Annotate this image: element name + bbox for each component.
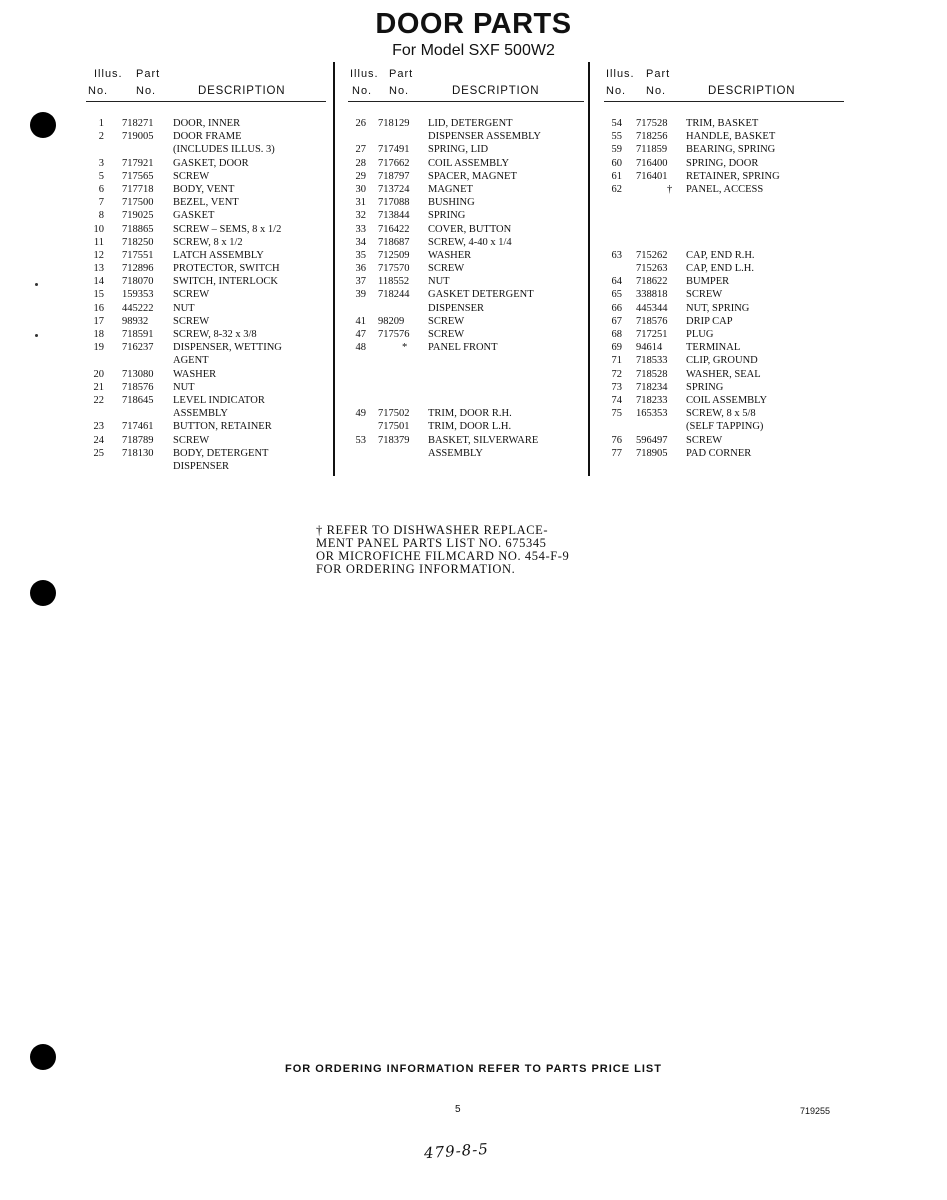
table-row: 55 718256 HANDLE, BASKET (611, 131, 776, 143)
table-row: 35 712509 WASHER (355, 249, 472, 261)
table-row: 73 718234 SPRING (611, 381, 724, 393)
part-label: Part (136, 68, 161, 80)
table-row: 715263 CAP, END L.H. (636, 263, 754, 275)
table-row: 31 717088 BUSHING (355, 197, 475, 209)
table-row: 75 165353 SCREW, 8 x 5/8 (611, 408, 756, 420)
table-row (348, 381, 584, 394)
page-title: DOOR PARTS (375, 8, 572, 40)
table-row: 6 717718 BODY, VENT (98, 183, 235, 195)
illus-no-label: No. (88, 85, 109, 97)
table-row: DISPENSER ASSEMBLY (428, 131, 542, 143)
table-row: 72 718528 WASHER, SEAL (611, 368, 761, 380)
handwritten-note: 479-8-5 (423, 1139, 490, 1163)
table-row: DISPENSER (173, 460, 230, 472)
description-header: DESCRIPTION (198, 85, 286, 97)
table-row: 8 719025 GASKET (98, 210, 215, 222)
table-row: 22 718645 LEVEL INDICATOR (93, 394, 265, 406)
table-row: 16 445222 NUT (93, 302, 195, 314)
table-row: 28 717662 COIL ASSEMBLY (355, 157, 510, 169)
column-header (348, 64, 584, 104)
part-no-label: No. (136, 85, 157, 97)
table-row: 34 718687 SCREW, 4-40 x 1/4 (355, 236, 512, 248)
table-row: 37 118552 NUT (355, 276, 450, 288)
table-row: 59 711859 BEARING, SPRING (611, 144, 776, 156)
table-row (604, 223, 844, 236)
table-row: 7 717500 BEZEL, VENT (98, 197, 239, 209)
table-row (604, 209, 844, 222)
table-row: 15 159353 SCREW (93, 289, 210, 301)
table-row: 36 717570 SCREW (355, 263, 465, 275)
table-row: 10 718865 SCREW – SEMS, 8 x 1/2 (93, 223, 282, 235)
table-row: 19 716237 DISPENSER, WETTING (93, 342, 282, 354)
table-row: ASSEMBLY (428, 447, 483, 459)
table-row (604, 236, 844, 249)
description-header: DESCRIPTION (708, 85, 796, 97)
table-row: 2 719005 DOOR FRAME (98, 131, 242, 143)
table-row: 48 * PANEL FRONT (355, 342, 498, 354)
table-row: 71 718533 CLIP, GROUND (611, 355, 758, 367)
illus-label: Illus. (606, 68, 635, 80)
table-row: 53 718379 BASKET, SILVERWARE (355, 434, 539, 446)
part-no-label: No. (646, 85, 667, 97)
table-row: 47 717576 SCREW (355, 329, 465, 340)
table-row: 32 713844 SPRING (355, 210, 466, 222)
table-row: 13 712896 PROTECTOR, SWITCH (93, 263, 280, 275)
table-row: (INCLUDES ILLUS. 3) (173, 144, 275, 156)
table-row: 41 98209 SCREW (355, 315, 465, 327)
table-row: 21 718576 NUT (93, 381, 195, 393)
page-subtitle: For Model SXF 500W2 (392, 42, 555, 59)
panel-footnote: † REFER TO DISHWASHER REPLACE- MENT PANEL PARTS LIST NO. 675345 OR MICROFICHE FILMCARD NO. 454-F-9 FOR ORDERING INFORMATION. (316, 523, 570, 576)
table-row: ASSEMBLY (173, 408, 228, 420)
page-number: 5 (455, 1104, 461, 1115)
header-rule (604, 101, 844, 102)
description-header: DESCRIPTION (452, 85, 540, 97)
table-row: 33 716422 COVER, BUTTON (355, 223, 512, 235)
part-label: Part (389, 68, 414, 80)
table-row (348, 354, 584, 367)
binder-hole-top (30, 112, 56, 138)
table-row: 64 718622 BUMPER (611, 276, 730, 288)
parts-list (348, 117, 584, 460)
parts-column-1 (86, 64, 326, 472)
table-row: 3 717921 GASKET, DOOR (98, 157, 249, 169)
table-row: 11 718250 SCREW, 8 x 1/2 (93, 236, 243, 248)
ordering-information-footer: FOR ORDERING INFORMATION REFER TO PARTS PRICE LIST (285, 1063, 662, 1075)
table-row: 17 98932 SCREW (93, 315, 210, 327)
table-row: 12 717551 LATCH ASSEMBLY (93, 249, 264, 261)
illus-label: Illus. (350, 68, 379, 80)
table-row: 20 713080 WASHER (93, 368, 217, 380)
scan-speck (35, 283, 38, 286)
illus-no-label: No. (606, 85, 627, 97)
table-row: 14 718070 SWITCH, INTERLOCK (93, 276, 278, 288)
table-row: 39 718244 GASKET DETERGENT (355, 289, 534, 301)
column-header (604, 64, 844, 104)
header-rule (86, 101, 326, 102)
table-row: DISPENSER (428, 302, 485, 314)
table-row: 1 718271 DOOR, INNER (98, 118, 241, 129)
table-row: 66 445344 NUT, SPRING (611, 302, 750, 314)
table-row: 24 718789 SCREW (93, 434, 210, 446)
parts-list (604, 117, 844, 460)
table-row: 62 † PANEL, ACCESS (611, 183, 764, 195)
table-row: 54 717528 TRIM, BASKET (611, 118, 759, 129)
column-header (86, 64, 326, 104)
table-row: 65 338818 SCREW (611, 289, 723, 301)
binder-hole-middle (30, 580, 56, 606)
table-row: 76 596497 SCREW (611, 434, 723, 446)
table-row: 49 717502 TRIM, DOOR R.H. (355, 408, 512, 420)
illus-label: Illus. (94, 68, 123, 80)
column-divider (333, 62, 335, 476)
table-row: 18 718591 SCREW, 8-32 x 3/8 (93, 329, 257, 340)
illus-no-label: No. (352, 85, 373, 97)
table-row: 61 716401 RETAINER, SPRING (611, 170, 780, 182)
table-row: 77 718905 PAD CORNER (611, 447, 752, 459)
table-row: 27 717491 SPRING, LID (355, 144, 489, 156)
table-row: 717501 TRIM, DOOR L.H. (378, 421, 512, 433)
document-number: 719255 (800, 1106, 831, 1116)
table-row: 67 718576 DRIP CAP (611, 315, 733, 327)
parts-column-3 (604, 64, 844, 459)
table-row: 23 717461 BUTTON, RETAINER (93, 421, 272, 433)
table-row: 69 94614 TERMINAL (611, 342, 741, 354)
table-row (348, 394, 584, 407)
table-row: 29 718797 SPACER, MAGNET (355, 170, 517, 182)
table-row: 25 718130 BODY, DETERGENT (93, 447, 269, 459)
table-row: 74 718233 COIL ASSEMBLY (611, 394, 768, 406)
table-row: 60 716400 SPRING, DOOR (611, 157, 759, 169)
table-row: 26 718129 LID, DETERGENT (355, 118, 513, 129)
part-no-label: No. (389, 85, 410, 97)
table-row (348, 368, 584, 381)
part-label: Part (646, 68, 671, 80)
scan-speck (35, 334, 38, 337)
table-row: 5 717565 SCREW (98, 170, 210, 182)
table-row: 30 713724 MAGNET (355, 183, 473, 195)
header-rule (348, 101, 584, 102)
table-row (604, 196, 844, 209)
table-row: 63 715262 CAP, END R.H. (611, 249, 755, 261)
table-row: AGENT (173, 355, 209, 367)
parts-list (86, 117, 326, 473)
table-row: 68 717251 PLUG (611, 329, 714, 340)
table-row: (SELF TAPPING) (686, 421, 764, 433)
column-divider (588, 62, 590, 476)
parts-column-2 (348, 64, 584, 459)
